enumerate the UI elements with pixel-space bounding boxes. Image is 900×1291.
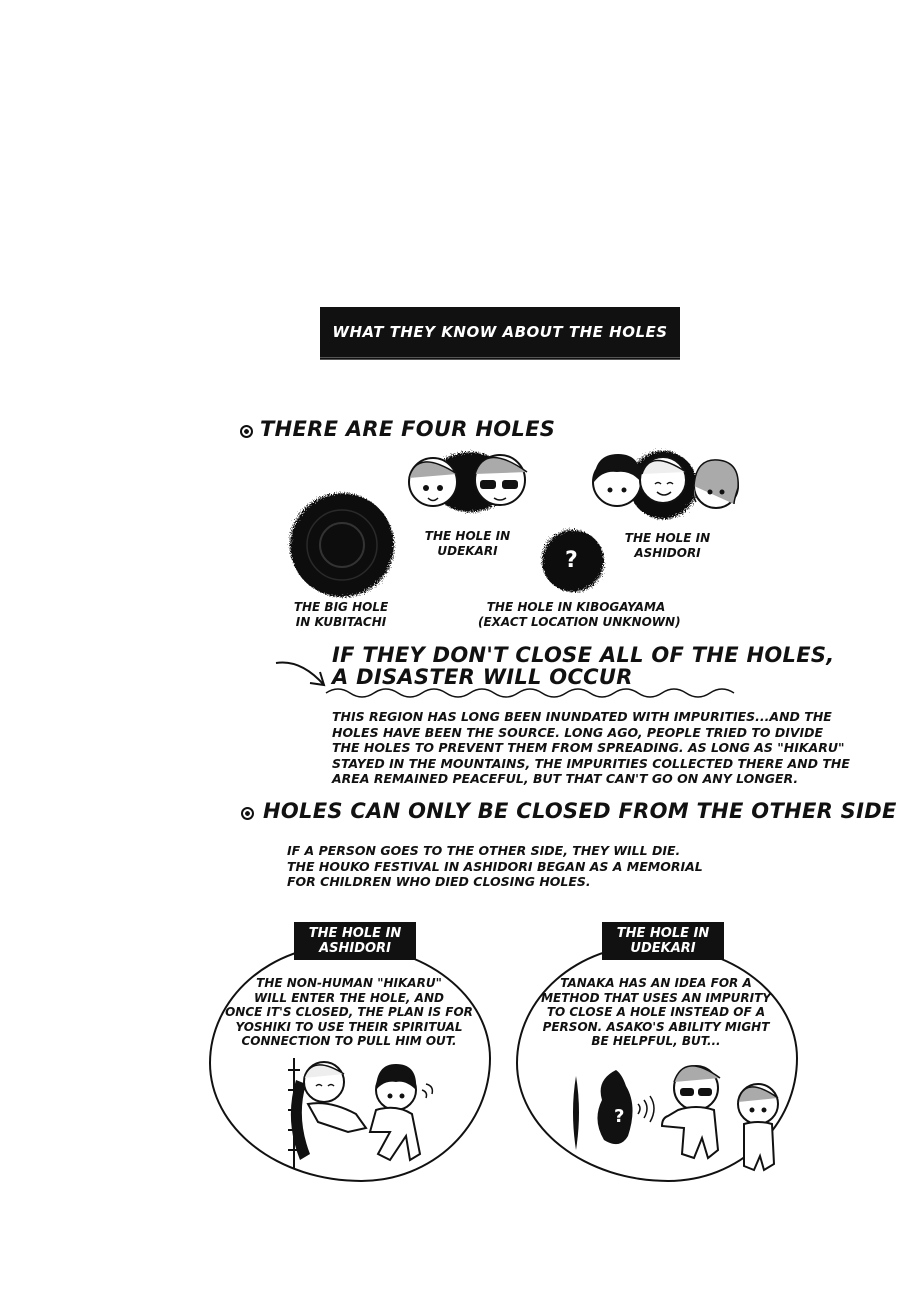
section-heading-other-side: HOLES CAN ONLY BE CLOSED FROM THE OTHER SIDE: [263, 799, 897, 823]
kibogayama-unknown-mark: ?: [565, 548, 578, 573]
udekari-unknown-mark: ?: [614, 1106, 625, 1127]
yoshiki-pulling-hikaru-icon: [276, 1050, 476, 1170]
label-hole-ashidori: THE HOLE IN ASHIDORI: [624, 531, 711, 560]
wavy-underline: [326, 685, 746, 699]
panel-ashidori-tag: THE HOLE IN ASHIDORI: [294, 922, 416, 960]
section-heading-four-holes: THERE ARE FOUR HOLES: [260, 417, 556, 441]
ashidori-characters-icon: [593, 454, 738, 508]
section2-body: IF A PERSON GOES TO THE OTHER SIDE, THEY WILL DIE. THE HOUKO FESTIVAL IN ASHIDORI BEGAN AS A MEMORIAL FOR CHILDREN WHO DIED CLOSING HOLES.: [287, 843, 703, 889]
tanaka-asako-impurity-icon: [566, 1060, 796, 1180]
label-hole-kibogayama: THE HOLE IN KIBOGAYAMA (EXACT LOCATION UNKNOWN): [478, 600, 681, 629]
arrow-icon: [272, 655, 332, 695]
warning-line-1: IF THEY DON'T CLOSE ALL OF THE HOLES,: [332, 643, 835, 667]
panel-udekari-tag: THE HOLE IN UDEKARI: [602, 922, 724, 960]
bullet-icon: [241, 807, 254, 820]
label-big-hole-kubitachi: THE BIG HOLE IN KUBITACHI: [293, 600, 389, 629]
warning-line-2: A DISASTER WILL OCCUR: [332, 665, 633, 689]
panel-udekari-text: TANAKA HAS AN IDEA FOR A METHOD THAT USES AN IMPURITY TO CLOSE A HOLE INSTEAD OF A PERSON. ASAKO'S ABILITY MIGHT BE HELPFUL, BUT...: [541, 976, 771, 1048]
panel-ashidori-text: THE NON-HUMAN "HIKARU" WILL ENTER THE HOLE, AND ONCE IT'S CLOSED, THE PLAN IS FOR YOSHIKI TO USE THEIR SPIRITUAL CONNECTION TO PULL HIM OUT.: [225, 976, 473, 1048]
big-hole-kubitachi-icon: [290, 493, 394, 597]
warning-body: THIS REGION HAS LONG BEEN INUNDATED WITH IMPURITIES...AND THE HOLES HAVE BEEN THE SOURCE. LONG AGO, PEOPLE TRIED TO DIVIDE THE HOLES TO PREVENT THEM FROM SPREADING. AS LONG AS "HIKARU" STAYED IN THE MOUNTAINS, THE IMPURITIES COLLECTED THERE AND THE AREA REMAINED PEACEFUL, BUT THAT CAN'T GO ON ANY LONGER.: [332, 709, 850, 786]
label-hole-udekari: THE HOLE IN UDEKARI: [424, 529, 511, 558]
page-title: WHAT THEY KNOW ABOUT THE HOLES: [332, 323, 668, 341]
